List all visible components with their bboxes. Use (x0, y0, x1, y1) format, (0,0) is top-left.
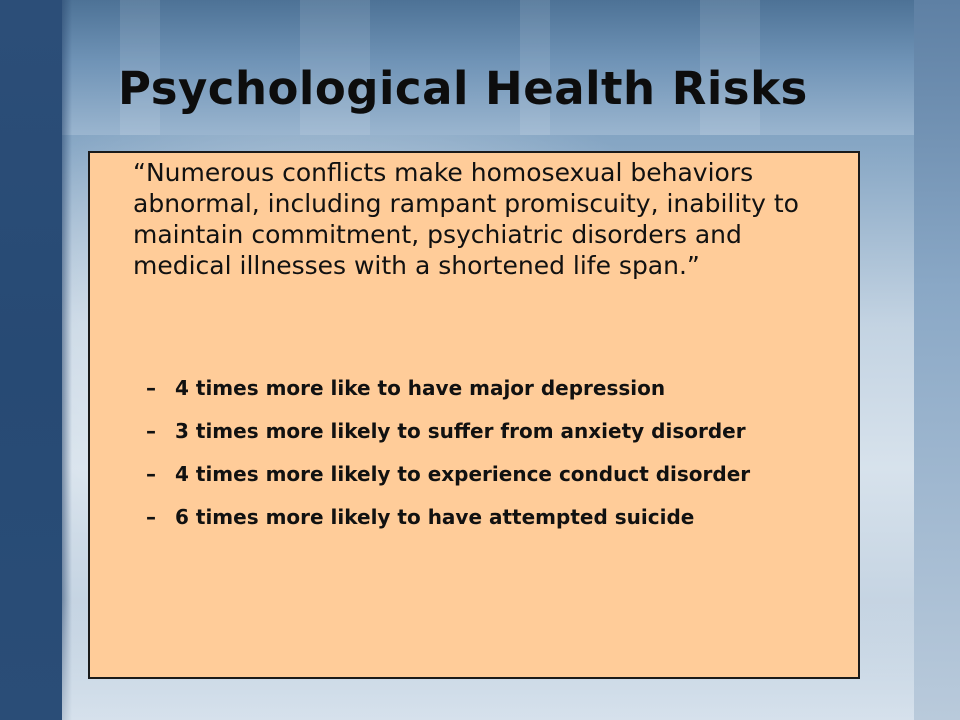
dash-bullet: – (146, 376, 156, 400)
right-accent-bar (914, 0, 960, 720)
list-item-text: 4 times more like to have major depression (175, 376, 666, 400)
list-item-text: 4 times more likely to experience conduct disorder (175, 462, 751, 486)
dash-bullet: – (146, 419, 156, 443)
statistics-list (146, 375, 846, 547)
content-box (88, 151, 860, 679)
list-item (146, 504, 846, 530)
dash-bullet: – (146, 462, 156, 486)
list-item (146, 461, 846, 487)
left-accent-bar (0, 0, 62, 720)
dash-bullet: – (146, 505, 156, 529)
list-item (146, 418, 846, 444)
list-item-text: 3 times more likely to suffer from anxiety disorder (175, 419, 746, 443)
list-item (146, 375, 846, 401)
slide-title: Psychological Health Risks (118, 62, 808, 115)
quote-text: “Numerous conflicts make homosexual behaviors abnormal, including rampant promiscuity, inability to maintain commitment, psychiatric disorders and medical illnesses with a shortened life span.” (133, 158, 799, 280)
list-item-text: 6 times more likely to have attempted suicide (175, 505, 695, 529)
